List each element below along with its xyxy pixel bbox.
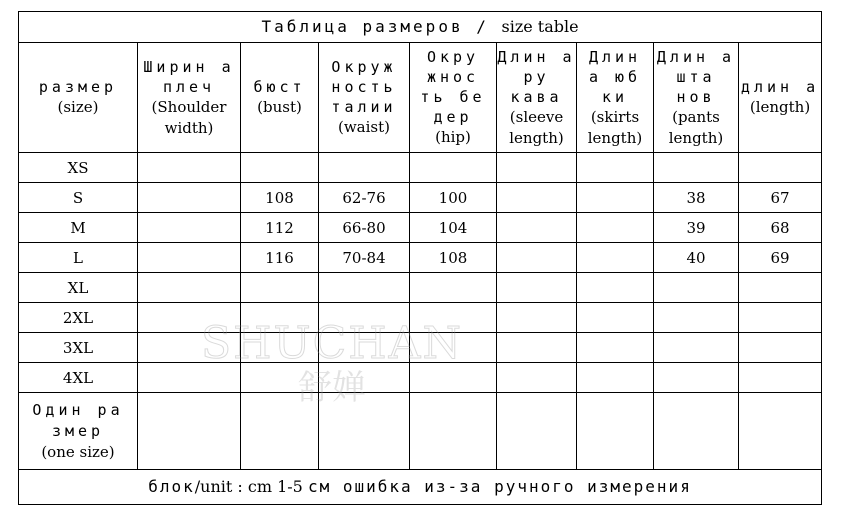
cell-pants xyxy=(654,303,739,333)
cell-skirt xyxy=(577,153,654,183)
cell-pants: 39 xyxy=(654,213,739,243)
cell-sleeve xyxy=(497,303,577,333)
cell-hip xyxy=(410,153,497,183)
header-length-en: (length) xyxy=(749,98,811,116)
title-ru: Таблица размеров xyxy=(261,17,464,36)
header-skirt-en: (skirts length) xyxy=(587,107,643,147)
cell-one-size xyxy=(19,393,138,470)
header-hip-ru: Окру жнос ть бе дер xyxy=(420,48,486,126)
header-skirt-ru: Длин а юб ки xyxy=(588,47,642,106)
cell-waist: 66-80 xyxy=(319,213,410,243)
header-size-en: (size) xyxy=(57,98,99,116)
header-length-ru: длин а xyxy=(740,78,820,96)
cell-waist: 62-76 xyxy=(319,183,410,213)
title-separator: / xyxy=(463,17,502,36)
cell-pants xyxy=(654,273,739,303)
header-waist xyxy=(319,43,410,153)
cell-sleeve xyxy=(497,333,577,363)
cell-hip xyxy=(410,393,497,470)
cell-hip: 100 xyxy=(410,183,497,213)
cell-size: S xyxy=(19,183,138,213)
header-waist-en: (waist) xyxy=(337,118,390,136)
watermark-latin: SHUCHAN xyxy=(201,318,463,369)
header-shoulder xyxy=(138,43,241,153)
cell-skirt xyxy=(577,333,654,363)
footer-ru-unit: блок xyxy=(148,477,195,496)
cell-waist xyxy=(319,333,410,363)
cell-pants xyxy=(654,363,739,393)
table-row xyxy=(19,243,822,273)
cell-skirt xyxy=(577,363,654,393)
cell-length: 68 xyxy=(739,213,822,243)
cell-waist xyxy=(319,363,410,393)
title-row xyxy=(19,12,822,43)
table-row xyxy=(19,333,822,363)
cell-size: M xyxy=(19,213,138,243)
cell-shoulder xyxy=(138,213,241,243)
cell-hip xyxy=(410,363,497,393)
footer-ru-note: см ошибка из-за ручного измерения xyxy=(307,477,692,496)
cell-bust xyxy=(241,393,319,470)
cell-skirt xyxy=(577,213,654,243)
one-size-en: (one size) xyxy=(41,442,115,461)
cell-bust xyxy=(241,333,319,363)
cell-waist: 70-84 xyxy=(319,243,410,273)
cell-shoulder xyxy=(138,273,241,303)
cell-bust xyxy=(241,303,319,333)
cell-size: L xyxy=(19,243,138,273)
table-row xyxy=(19,183,822,213)
header-bust-ru: бюст xyxy=(253,78,306,96)
cell-hip: 104 xyxy=(410,213,497,243)
footer-row xyxy=(19,470,822,505)
watermark-chinese: 舒婵 xyxy=(298,368,366,408)
header-sleeve xyxy=(497,43,577,153)
table-row xyxy=(19,213,822,243)
cell-hip xyxy=(410,303,497,333)
cell-sleeve xyxy=(497,273,577,303)
cell-length xyxy=(739,363,822,393)
cell-waist xyxy=(319,273,410,303)
header-skirt xyxy=(577,43,654,153)
table-row xyxy=(19,153,822,183)
table-title xyxy=(19,12,822,43)
header-hip xyxy=(410,43,497,153)
table-row xyxy=(19,363,822,393)
cell-sleeve xyxy=(497,393,577,470)
cell-waist xyxy=(319,393,410,470)
size-table xyxy=(18,11,822,505)
cell-sleeve xyxy=(497,213,577,243)
cell-length xyxy=(739,153,822,183)
cell-bust: 116 xyxy=(241,243,319,273)
footer-note xyxy=(19,470,822,505)
cell-hip xyxy=(410,333,497,363)
header-length xyxy=(739,43,822,153)
cell-skirt xyxy=(577,243,654,273)
cell-waist xyxy=(319,153,410,183)
header-shoulder-ru: Ширин а плеч xyxy=(143,57,235,96)
cell-size: 4XL xyxy=(19,363,138,393)
header-shoulder-en: (Shoulder width) xyxy=(151,97,227,137)
cell-waist xyxy=(319,303,410,333)
footer-en: /unit : cm 1-5 xyxy=(194,477,308,496)
header-size-ru: размер xyxy=(38,78,118,96)
cell-shoulder xyxy=(138,363,241,393)
cell-pants: 38 xyxy=(654,183,739,213)
cell-length xyxy=(739,273,822,303)
header-size xyxy=(19,43,138,153)
cell-bust xyxy=(241,363,319,393)
header-pants xyxy=(654,43,739,153)
cell-skirt xyxy=(577,183,654,213)
cell-size: 3XL xyxy=(19,333,138,363)
cell-length xyxy=(739,393,822,470)
cell-length: 69 xyxy=(739,243,822,273)
cell-size: 2XL xyxy=(19,303,138,333)
one-size-ru: Один ра змер xyxy=(32,400,124,440)
cell-bust: 108 xyxy=(241,183,319,213)
table-row xyxy=(19,303,822,333)
cell-length: 67 xyxy=(739,183,822,213)
cell-skirt xyxy=(577,303,654,333)
header-waist-ru: Окруж ность талии xyxy=(331,58,397,116)
cell-sleeve xyxy=(497,153,577,183)
cell-skirt xyxy=(577,273,654,303)
cell-skirt xyxy=(577,393,654,470)
table-row xyxy=(19,273,822,303)
cell-shoulder xyxy=(138,303,241,333)
cell-size: XS xyxy=(19,153,138,183)
cell-shoulder xyxy=(138,393,241,470)
cell-pants: 40 xyxy=(654,243,739,273)
header-sleeve-en: (sleeve length) xyxy=(509,107,564,147)
cell-shoulder xyxy=(138,333,241,363)
one-size-row xyxy=(19,393,822,470)
cell-pants xyxy=(654,393,739,470)
cell-bust: 112 xyxy=(241,213,319,243)
cell-bust xyxy=(241,153,319,183)
cell-shoulder xyxy=(138,243,241,273)
cell-shoulder xyxy=(138,183,241,213)
header-bust-en: (bust) xyxy=(257,98,302,116)
header-row xyxy=(19,43,822,153)
cell-length xyxy=(739,303,822,333)
header-sleeve-ru: Длин а ру кава xyxy=(497,47,576,106)
cell-sleeve xyxy=(497,183,577,213)
cell-sleeve xyxy=(497,243,577,273)
cell-bust xyxy=(241,273,319,303)
header-bust xyxy=(241,43,319,153)
title-en: size table xyxy=(501,17,579,36)
cell-pants xyxy=(654,333,739,363)
header-hip-en: (hip) xyxy=(435,128,471,146)
cell-hip: 108 xyxy=(410,243,497,273)
cell-length xyxy=(739,333,822,363)
cell-shoulder xyxy=(138,153,241,183)
cell-sleeve xyxy=(497,363,577,393)
header-pants-en: (pants length) xyxy=(668,107,724,147)
cell-hip xyxy=(410,273,497,303)
header-pants-ru: Длин а шта нов xyxy=(656,47,736,106)
cell-pants xyxy=(654,153,739,183)
cell-size: XL xyxy=(19,273,138,303)
